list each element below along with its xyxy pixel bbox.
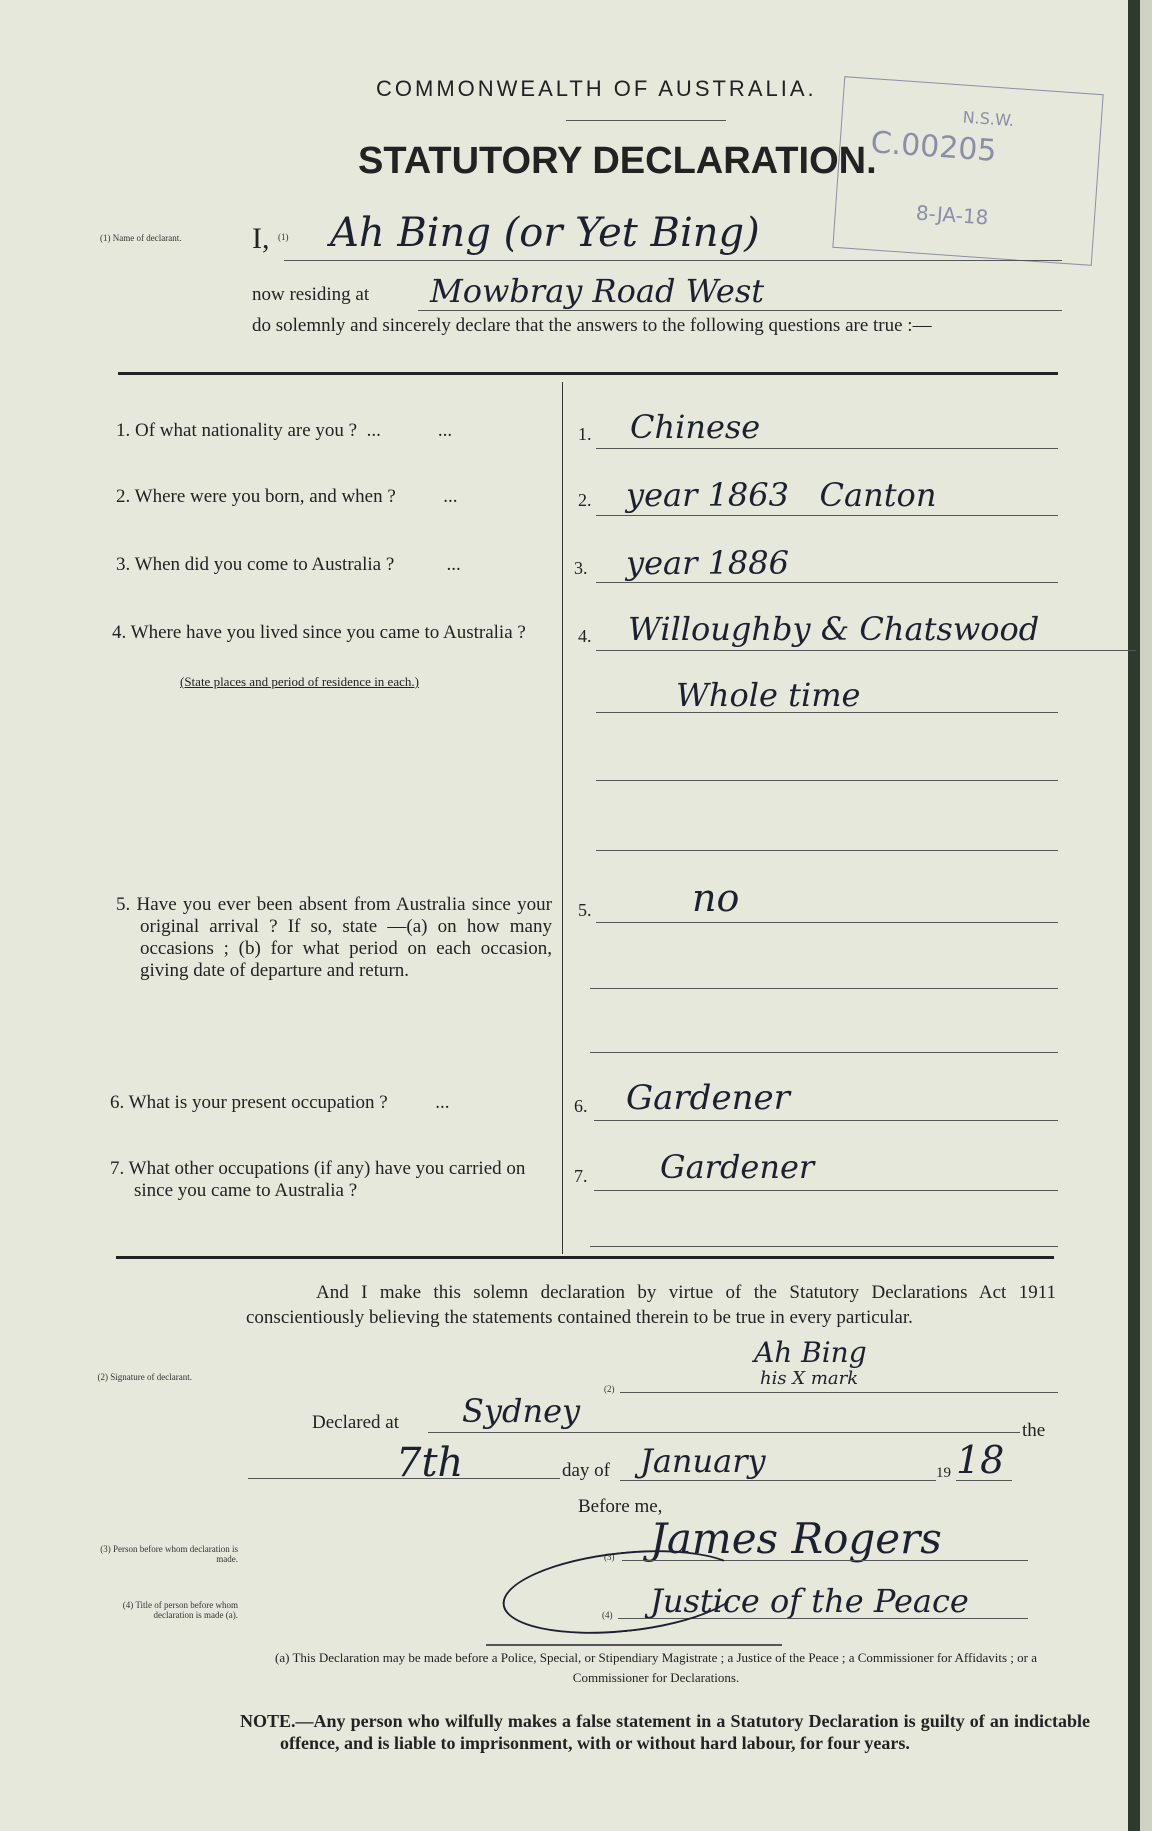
answer-7-line-1	[594, 1190, 1058, 1191]
answer-3: year 1886	[626, 544, 789, 582]
section-rule-top	[118, 372, 1058, 375]
margin-note-signature: (2) Signature of declarant.	[97, 1372, 192, 1382]
question-4: 4. Where have you lived since you came to Australia ?	[112, 622, 526, 643]
answer-4-line-3	[596, 780, 1058, 781]
answer-3-line	[596, 582, 1058, 583]
day-of-label: day of	[562, 1460, 611, 1481]
received-stamp	[832, 76, 1103, 266]
answer-5: no	[692, 876, 740, 920]
residing-label: now residing at	[252, 284, 370, 305]
answer-5-line-2	[590, 988, 1058, 989]
stamp-date: 8-JA-18	[915, 200, 990, 230]
answer-6: Gardener	[626, 1078, 790, 1118]
question-4-note: (State places and period of residence in each.)	[180, 674, 419, 689]
person: James Rogers	[650, 1514, 942, 1563]
answer-7: Gardener	[660, 1148, 815, 1186]
margin-note-title: (4) Title of person before whom declaration is made (a).	[122, 1600, 238, 1620]
year-prefix: 19	[936, 1465, 951, 1481]
declared-at: Sydney	[462, 1392, 581, 1430]
answer-2: year 1863 Canton	[626, 476, 937, 514]
answer-1-line	[596, 448, 1058, 449]
day-line	[248, 1478, 560, 1479]
declared-at-label: Declared at	[312, 1412, 400, 1433]
signature-line	[620, 1392, 1058, 1393]
legal-note: NOTE.—Any person who wilfully makes a false statement in a Statutory Declaration is guilty of an indictable offence, and is liable to imprisonment, with or without hard labour, for four years.	[240, 1711, 1090, 1753]
column-divider	[562, 382, 563, 1254]
answer-7-num: 7.	[574, 1166, 588, 1186]
year-line	[956, 1480, 1012, 1481]
address-line	[418, 310, 1062, 311]
answer-6-num: 6.	[574, 1096, 588, 1116]
answer-2-line	[596, 515, 1058, 516]
answer-2-num: 2.	[578, 490, 592, 510]
answer-7-line-2	[590, 1246, 1058, 1247]
question-5: 5. Have you ever been absent from Australia since your original arrival ? If so, state —(a) on how many occasions ; (b) for what period on each occasion, giving date of departure and return.	[116, 894, 552, 981]
answer-4-num: 4.	[578, 626, 592, 646]
question-7: 7. What other occupations (if any) have you carried on since you came to Australia ?	[110, 1158, 526, 1201]
answer-4-line-2	[596, 712, 1058, 713]
heading-rule	[566, 120, 726, 121]
marker-1: (1)	[278, 232, 289, 242]
answer-6-line	[594, 1120, 1058, 1121]
answer-4: Willoughby & Chatswood	[628, 610, 1040, 648]
title: Justice of the Peace	[650, 1582, 969, 1620]
answer-4-continued: Whole time	[676, 676, 861, 714]
page-title: STATUTORY DECLARATION.	[358, 140, 877, 182]
question-3: 3. When did you come to Australia ? ...	[116, 554, 461, 575]
the-label: the	[1022, 1420, 1046, 1441]
marker-2: (2)	[604, 1384, 615, 1394]
year: 18	[956, 1438, 1005, 1482]
marker-3: (3)	[604, 1552, 615, 1562]
address: Mowbray Road West	[430, 272, 765, 310]
name-line	[284, 260, 1062, 261]
marker-4: (4)	[602, 1610, 613, 1620]
declaration-text: And I make this solemn declaration by virtue of the Statutory Declarations Act 1911 conscientiously believing the statements contained therein to be true in every particular.	[246, 1282, 1056, 1328]
before-me: Before me,	[578, 1496, 663, 1517]
day: 7th	[396, 1440, 464, 1486]
page-edge	[1128, 0, 1140, 1831]
footnote: (a) This Declaration may be made before a Police, Special, or Stipendiary Magistrate ; a Justice of the Peace ; a Commissioner for Affidavits ; or a Commissioner for Declarations.	[275, 1650, 1037, 1685]
month-line	[620, 1480, 936, 1481]
answer-5-num: 5.	[578, 900, 592, 920]
answer-1: Chinese	[630, 408, 761, 446]
signature-mark: his X mark	[760, 1368, 859, 1389]
declarant-name: Ah Bing (or Yet Bing)	[330, 210, 760, 256]
question-6: 6. What is your present occupation ? ...	[110, 1092, 450, 1113]
answer-1-num: 1.	[578, 424, 592, 444]
declarant-prefix: I,	[252, 222, 270, 255]
margin-note-person: (3) Person before whom declaration is made.	[100, 1544, 238, 1564]
month: January	[640, 1442, 766, 1480]
answer-4-line-4	[596, 850, 1058, 851]
stamp-number: C.00205	[869, 125, 998, 169]
question-2: 2. Where were you born, and when ? ...	[116, 486, 458, 507]
question-1: 1. Of what nationality are you ? ... ...	[116, 420, 453, 441]
answer-4-line-1	[596, 650, 1136, 651]
answer-5-line-3	[590, 1052, 1058, 1053]
answer-3-num: 3.	[574, 558, 588, 578]
footnote-rule	[486, 1644, 782, 1646]
section-rule-bottom	[116, 1256, 1054, 1259]
margin-note-name: (1) Name of declarant.	[100, 233, 182, 243]
signature: Ah Bing	[754, 1336, 867, 1369]
commonwealth-heading: COMMONWEALTH OF AUSTRALIA.	[376, 76, 817, 101]
declared-at-line	[428, 1432, 1020, 1433]
answer-5-line-1	[596, 922, 1058, 923]
signature-flourish	[498, 1539, 749, 1644]
solemn-text: do solemnly and sincerely declare that the answers to the following questions are true :—	[252, 315, 932, 336]
stamp-office: N.S.W.	[962, 107, 1015, 131]
